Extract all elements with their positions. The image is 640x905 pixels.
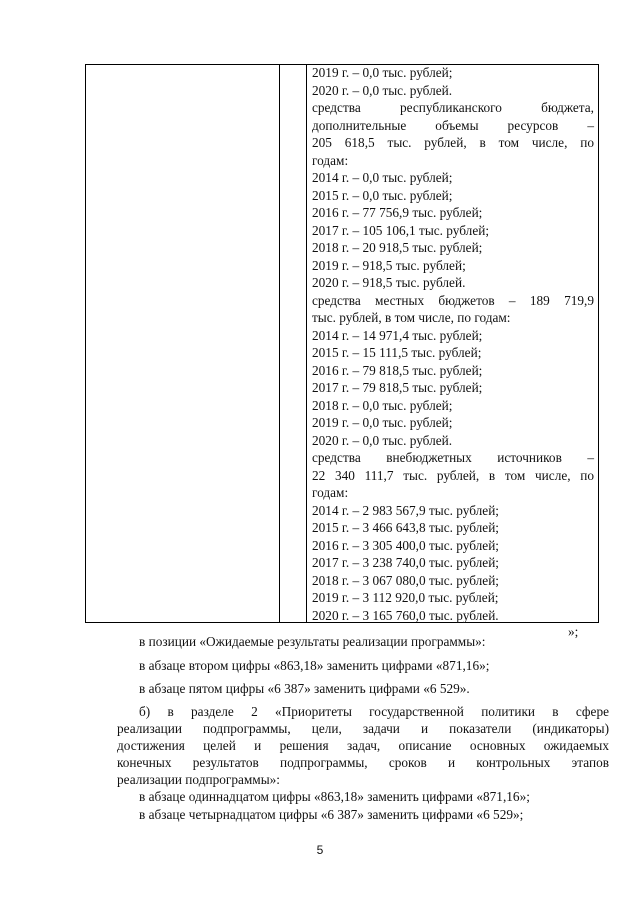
paragraph-fourteenth-abzac: в абзаце четырнадцатом цифры «6 387» заменить цифрами «6 529»; — [139, 807, 524, 822]
cell-line: 2017 г. – 79 818,5 тыс. рублей; — [312, 380, 483, 396]
cell-line: 2016 г. – 79 818,5 тыс. рублей; — [312, 362, 483, 378]
column-divider — [306, 65, 307, 622]
cell-line: 2020 г. – 918,5 тыс. рублей. — [312, 275, 466, 291]
cell-line: 205 618,5 тыс. рублей, в том числе, по — [312, 135, 594, 151]
column-divider — [279, 65, 280, 622]
cell-line: 2014 г. – 2 983 567,9 тыс. рублей; — [312, 502, 499, 518]
cell-line: 2020 г. – 0,0 тыс. рублей. — [312, 432, 453, 448]
closing-quote: »; — [568, 624, 579, 639]
cell-line: дополнительные объемы ресурсов – — [312, 117, 594, 133]
cell-line: годам: — [312, 485, 349, 501]
cell-line: 2019 г. – 0,0 тыс. рублей; — [312, 415, 453, 431]
paragraph-section-2-line: реализации подпрограммы, цели, задачи и показатели (индикаторы) — [117, 721, 609, 736]
paragraph-eleventh-abzac: в абзаце одиннадцатом цифры «863,18» заменить цифрами «871,16»; — [139, 789, 530, 804]
cell-line: средства внебюджетных источников – — [312, 450, 594, 466]
cell-line: тыс. рублей, в том числе, по годам: — [312, 310, 511, 326]
paragraph-expected-results: в позиции «Ожидаемые результаты реализации программы»: — [139, 634, 486, 649]
cell-line: 2018 г. – 20 918,5 тыс. рублей; — [312, 240, 483, 256]
cell-line: 2018 г. – 3 067 080,0 тыс. рублей; — [312, 572, 499, 588]
paragraph-section-2-line: конечных результатов подпрограммы, сроков и контрольных этапов — [117, 755, 609, 770]
paragraph-section-2-line: реализации подпрограммы»: — [117, 772, 280, 787]
paragraph-second-abzac: в абзаце втором цифры «863,18» заменить цифрами «871,16»; — [139, 658, 490, 673]
cell-line: 2017 г. – 3 238 740,0 тыс. рублей; — [312, 555, 499, 571]
cell-line: 2020 г. – 0,0 тыс. рублей. — [312, 82, 453, 98]
cell-line: 22 340 111,7 тыс. рублей, в том числе, по — [312, 467, 594, 483]
cell-line: годам: — [312, 152, 349, 168]
paragraph-section-2-line: б) в разделе 2 «Приоритеты государственной политики в сфере — [139, 704, 609, 719]
paragraph-section-2-line: достижения целей и решения задач, описание основных ожидаемых — [117, 738, 609, 753]
cell-line: 2014 г. – 0,0 тыс. рублей; — [312, 170, 453, 186]
cell-line: 2015 г. – 3 466 643,8 тыс. рублей; — [312, 520, 499, 536]
cell-line: 2018 г. – 0,0 тыс. рублей; — [312, 397, 453, 413]
cell-line: 2015 г. – 0,0 тыс. рублей; — [312, 187, 453, 203]
cell-line: 2016 г. – 3 305 400,0 тыс. рублей; — [312, 537, 499, 553]
cell-line: 2014 г. – 14 971,4 тыс. рублей; — [312, 327, 483, 343]
cell-line: 2016 г. – 77 756,9 тыс. рублей; — [312, 205, 483, 221]
funding-table — [85, 64, 599, 623]
cell-line: 2019 г. – 3 112 920,0 тыс. рублей; — [312, 590, 499, 606]
funding-cell-text — [312, 64, 594, 625]
cell-line: 2019 г. – 918,5 тыс. рублей; — [312, 257, 466, 273]
cell-line: 2019 г. – 0,0 тыс. рублей; — [312, 65, 453, 80]
page-number: 5 — [316, 843, 324, 857]
cell-line: 2015 г. – 15 111,5 тыс. рублей; — [312, 345, 482, 361]
cell-line: средства местных бюджетов – 189 719,9 — [312, 292, 594, 308]
cell-line: 2020 г. – 3 165 760,0 тыс. рублей. — [312, 607, 499, 623]
cell-line: средства республиканского бюджета, — [312, 100, 594, 116]
cell-line: 2017 г. – 105 106,1 тыс. рублей; — [312, 222, 490, 238]
paragraph-fifth-abzac: в абзаце пятом цифры «6 387» заменить цифрами «6 529». — [139, 681, 470, 696]
